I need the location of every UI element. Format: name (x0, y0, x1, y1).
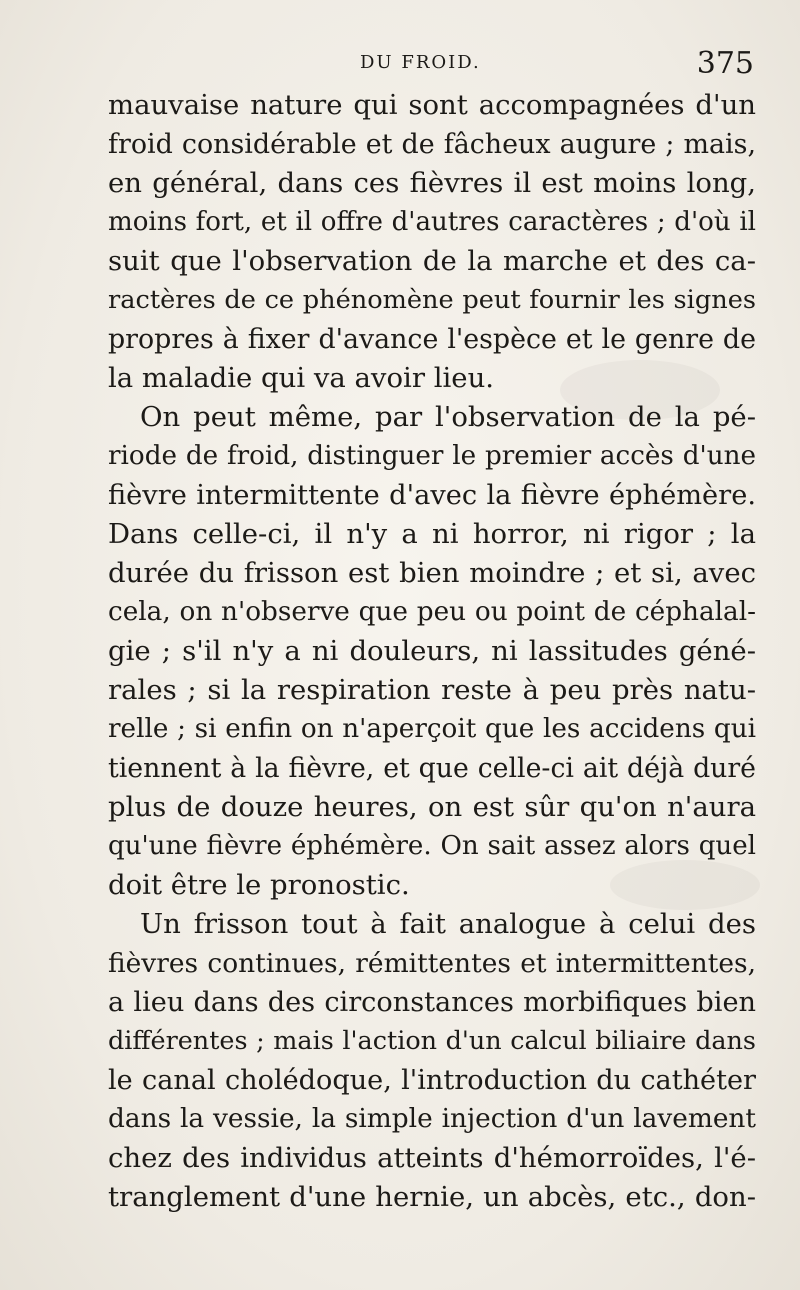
text-line: qu'une fièvre éphémère. On sait assez alors quel (108, 831, 756, 861)
text-line: moins fort, et il offre d'autres caractères ; d'où il (108, 207, 756, 237)
text-line: dans la vessie, la simple injection d'un lavement (108, 1104, 756, 1134)
text-line: fièvre intermittente d'avec la fièvre éphémère. (108, 480, 756, 511)
text-line: mauvaise nature qui sont accompagnées d'un (108, 89, 756, 121)
text-line: propres à fixer d'avance l'espèce et le genre de (108, 324, 756, 355)
text-line: rales ; si la respiration reste à peu près natu- (108, 674, 756, 706)
text-line: en général, dans ces fièvres il est moins long, (108, 167, 756, 199)
text-line: riode de froid, distinguer le premier accès d'une (108, 441, 756, 471)
text-line: le canal cholédoque, l'introduction du cathéter (108, 1065, 756, 1096)
running-head (108, 46, 760, 86)
text-line: tranglement d'une hernie, un abcès, etc., don- (108, 1181, 756, 1213)
text-line: gie ; s'il n'y a ni douleurs, ni lassitudes géné- (108, 635, 756, 667)
page-number: 375 (696, 46, 754, 81)
text-line: plus de douze heures, on est sûr qu'on n'aura (108, 791, 756, 823)
text-line: tiennent à la fièvre, et que celle-ci ait déjà duré (108, 753, 756, 784)
running-head-title: DU FROID. (360, 52, 481, 73)
text-line: la maladie qui va avoir lieu. (108, 362, 495, 394)
text-line: suit que l'observation de la marche et des ca- (108, 245, 756, 277)
text-line: doit être le pronostic. (108, 869, 410, 901)
text-line: relle ; si enfin on n'aperçoit que les accidens qui (108, 714, 756, 744)
text-line: a lieu dans des circonstances morbifiques bien (108, 987, 756, 1018)
text-line: Dans celle-ci, il n'y a ni horror, ni rigor ; la (108, 518, 756, 550)
text-line: fièvres continues, rémittentes et intermittentes, (108, 948, 756, 979)
text-line: chez des individus atteints d'hémorroïdes, l'é- (108, 1142, 756, 1174)
body-text (108, 86, 756, 1217)
text-line: Un frisson tout à fait analogue à celui des (140, 908, 756, 940)
text-line: cela, on n'observe que peu ou point de céphalal- (108, 597, 756, 627)
text-line: durée du frisson est bien moindre ; et si, avec (108, 557, 756, 589)
text-line: différentes ; mais l'action d'un calcul biliaire dans (108, 1026, 756, 1056)
text-line: ractères de ce phénomène peut fournir les signes (108, 285, 756, 315)
text-line: froid considérable et de fâcheux augure ; mais, (108, 129, 756, 160)
text-line: On peut même, par l'observation de la pé- (140, 401, 756, 433)
